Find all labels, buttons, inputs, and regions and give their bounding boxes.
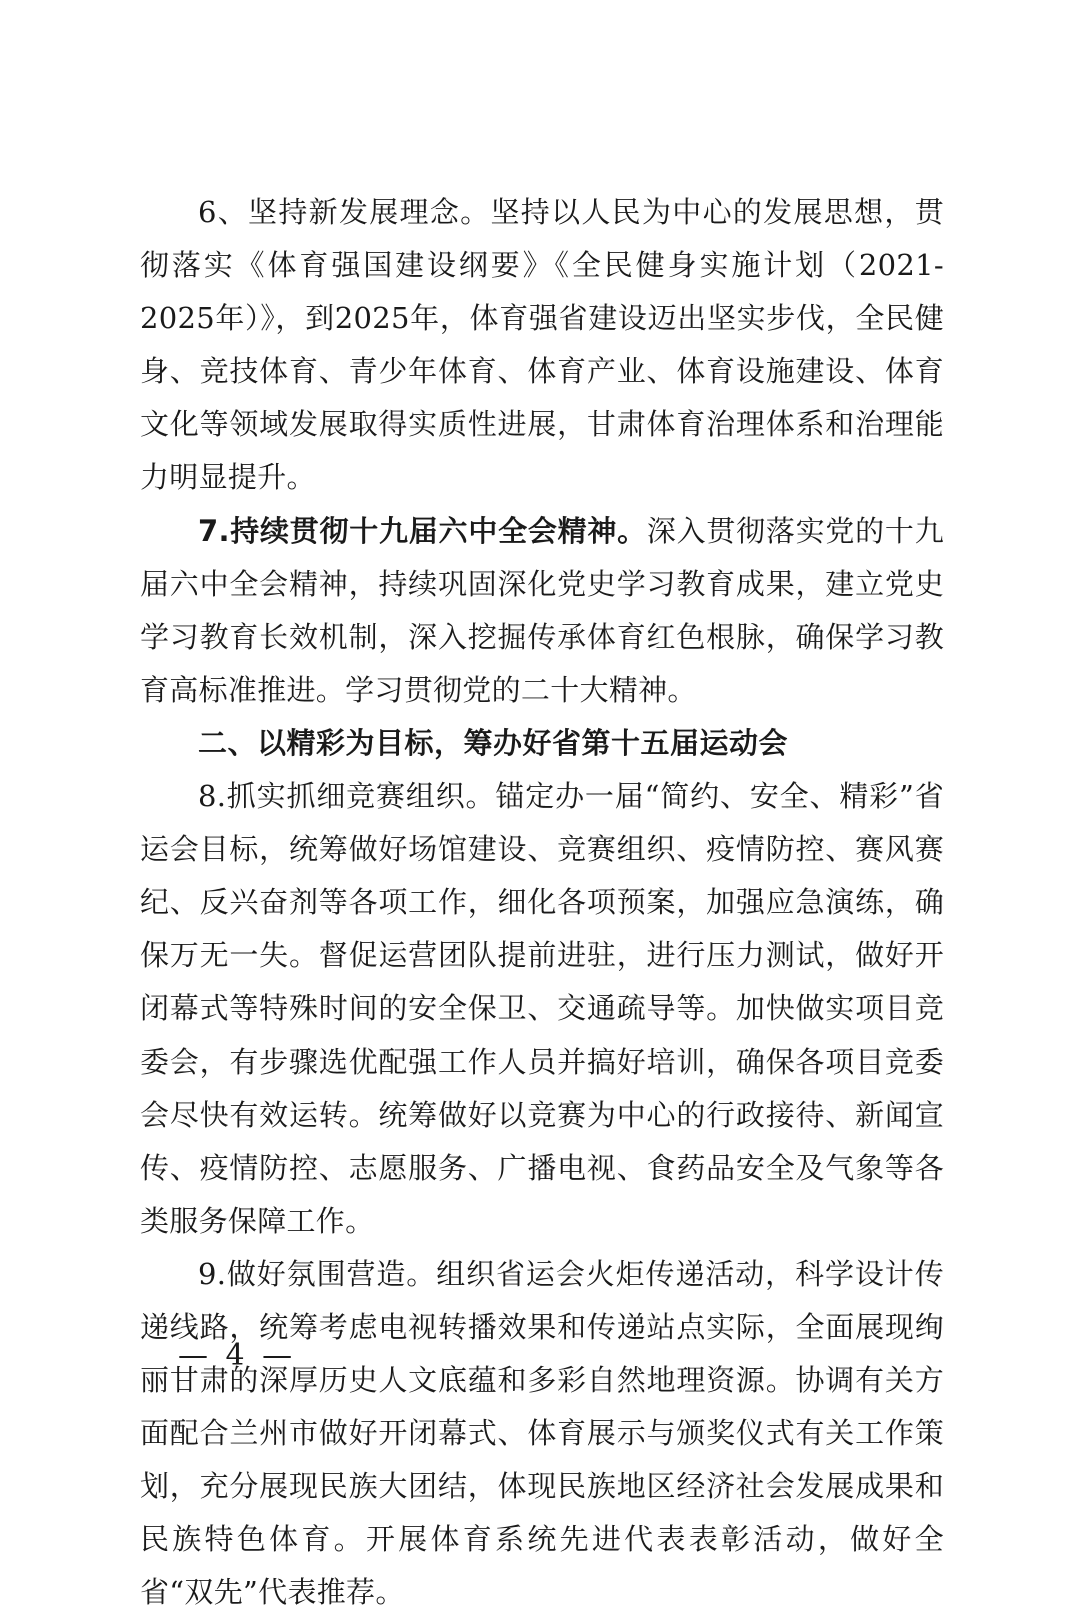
document-body	[140, 186, 944, 1620]
paragraph-7	[140, 505, 944, 717]
paragraph-7-lead: 7.持续贯彻十九届六中全会精神。	[198, 513, 647, 548]
paragraph-6-body: 坚持以人民为中心的发展思想，贯彻落实《体育强国建设纲要》《全民健身实施计划（2021-2025年）》，到2025年，体育强省建设迈出坚实步伐，全民健身、竞技体育、青少年体育、体育产业、体育设施建设、体育文化等领域发展取得实质性进展，甘肃体育治理体系和治理能力明显提升。	[140, 195, 944, 495]
page-number: — 4 —	[178, 1338, 297, 1373]
paragraph-8-body: 锚定办一届“简约、安全、精彩”省运会目标，统筹做好场馆建设、竞赛组织、疫情防控、赛风赛纪、反兴奋剂等各项工作，细化各项预案，加强应急演练，确保万无一失。督促运营团队提前进驻，进行压力测试，做好开闭幕式等特殊时间的安全保卫、交通疏导等。加快做实项目竞委会，有步骤选优配强工作人员并搞好培训，确保各项目竞委会尽快有效运转。统筹做好以竞赛为中心的行政接待、新闻宣传、疫情防控、志愿服务、广播电视、食药品安全及气象等各类服务保障工作。	[140, 779, 944, 1238]
paragraph-7-body: 深入贯彻落实党的十九届六中全会精神，持续巩固深化党史学习教育成果，建立党史学习教育长效机制，深入挖掘传承体育红色根脉，确保学习教育高标准推进。学习贯彻党的二十大精神。	[140, 513, 944, 707]
section-heading: 二、以精彩为目标，筹办好省第十五届运动会	[198, 725, 789, 760]
paragraph-9-body: 组织省运会火炬传递活动，科学设计传递线路，统筹考虑电视转播效果和传递站点实际，全面展现绚丽甘肃的深厚历史人文底蕴和多彩自然地理资源。协调有关方面配合兰州市做好开闭幕式、体育展示与颁奖仪式有关工作策划，充分展现民族大团结，体现民族地区经济社会发展成果和民族特色体育。开展体育系统先进代表表彰活动，做好全省“双先”代表推荐。	[140, 1256, 944, 1610]
paragraph-6	[140, 186, 944, 505]
paragraph-8	[140, 770, 944, 1248]
paragraph-6-lead: 6、坚持新发展理念。	[198, 195, 491, 229]
paragraph-8-lead: 8.抓实抓细竞赛组织。	[198, 779, 496, 814]
paragraph-9-lead: 9.做好氛围营造。	[198, 1256, 437, 1291]
paragraph-9	[140, 1248, 944, 1620]
